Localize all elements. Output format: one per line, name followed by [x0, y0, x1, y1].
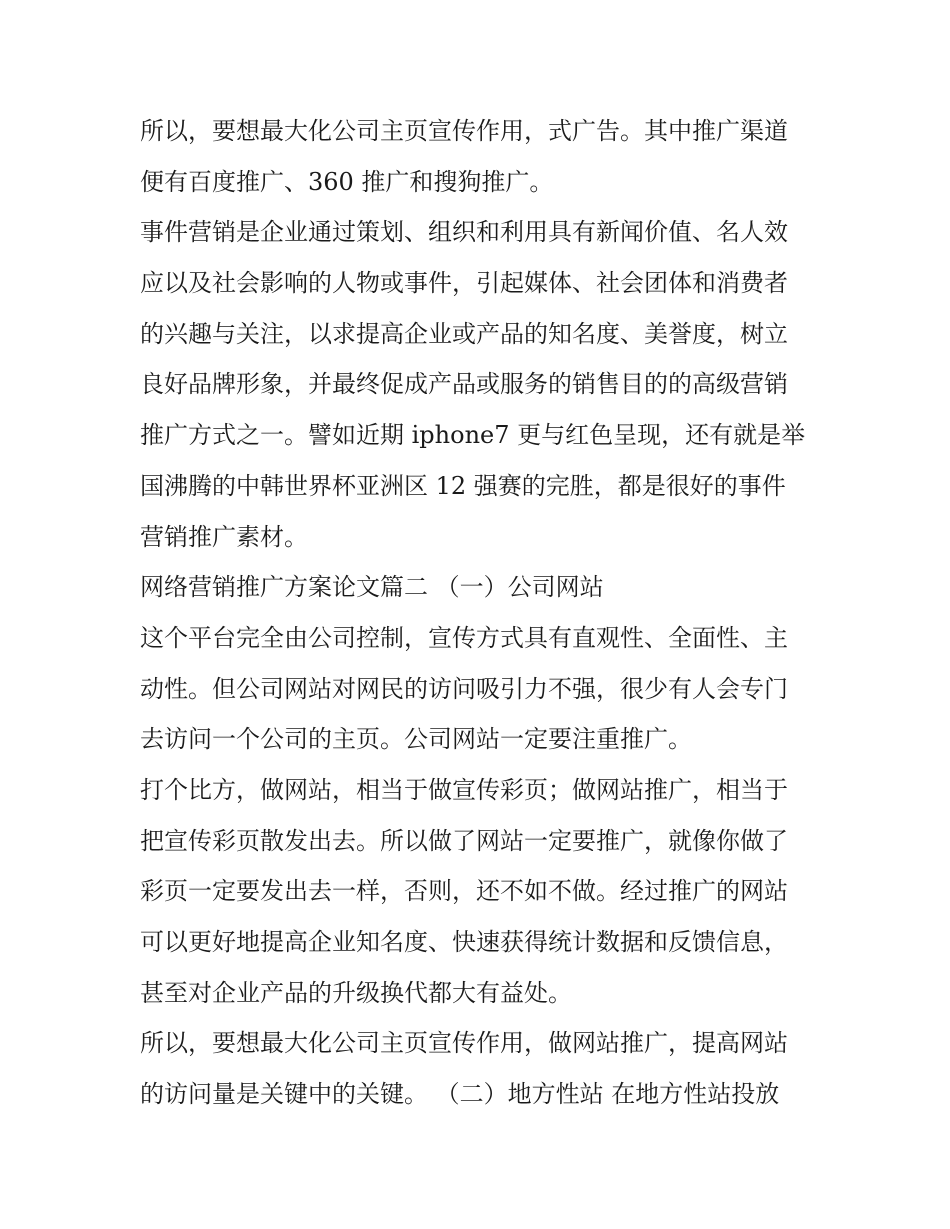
- text-line: 所以，要想最大化公司主页宣传作用，式广告。其中推广渠道: [140, 117, 788, 145]
- text-line: 甚至对企业产品的升级换代都大有益处。: [140, 978, 572, 1007]
- text-line: 事件营销是企业通过策划、组织和利用具有新闻价值、名人效: [140, 218, 788, 247]
- text-line: 打个比方，做网站，相当于做宣传彩页；做网站推广，相当于: [140, 775, 788, 804]
- text-line: 便有百度推广、360 推广和搜狗推广。: [140, 167, 554, 196]
- text-line: 彩页一定要发出去一样，否则，还不如不做。经过推广的网站: [140, 877, 788, 906]
- text-line: 把宣传彩页散发出去。所以做了网站一定要推广，就像你做了: [140, 826, 788, 855]
- text-line: 营销推广素材。: [140, 522, 308, 551]
- text-line: 去访问一个公司的主页。公司网站一定要注重推广。: [140, 725, 692, 754]
- text-line: 推广方式之一。譬如近期 iphone7 更与红色呈现，还有就是举: [140, 421, 806, 450]
- text-line: 应以及社会影响的人物或事件，引起媒体、社会团体和消费者: [140, 269, 788, 298]
- text-line: 可以更好地提高企业知名度、快速获得统计数据和反馈信息，: [140, 928, 788, 956]
- text-line: 动性。但公司网站对网民的访问吸引力不强，很少有人会专门: [140, 674, 788, 703]
- text-line: 良好品牌形象，并最终促成产品或服务的销售目的的高级营销: [140, 370, 788, 399]
- text-line: 所以，要想最大化公司主页宣传作用，做网站推广，提高网站: [140, 1029, 788, 1058]
- text-line: 国沸腾的中韩世界杯亚洲区 12 强赛的完胜，都是很好的事件: [140, 471, 786, 500]
- text-line: 的兴趣与关注，以求提高企业或产品的知名度、美誉度，树立: [140, 319, 788, 348]
- text-line: 这个平台完全由公司控制，宣传方式具有直观性、全面性、主: [140, 623, 788, 652]
- document-body: [140, 106, 815, 1120]
- text-line: 的访问量是关键中的关键。 （二）地方性站 在地方性站投放: [140, 1080, 780, 1109]
- section-heading: 网络营销推广方案论文篇二 （一）公司网站: [140, 573, 604, 602]
